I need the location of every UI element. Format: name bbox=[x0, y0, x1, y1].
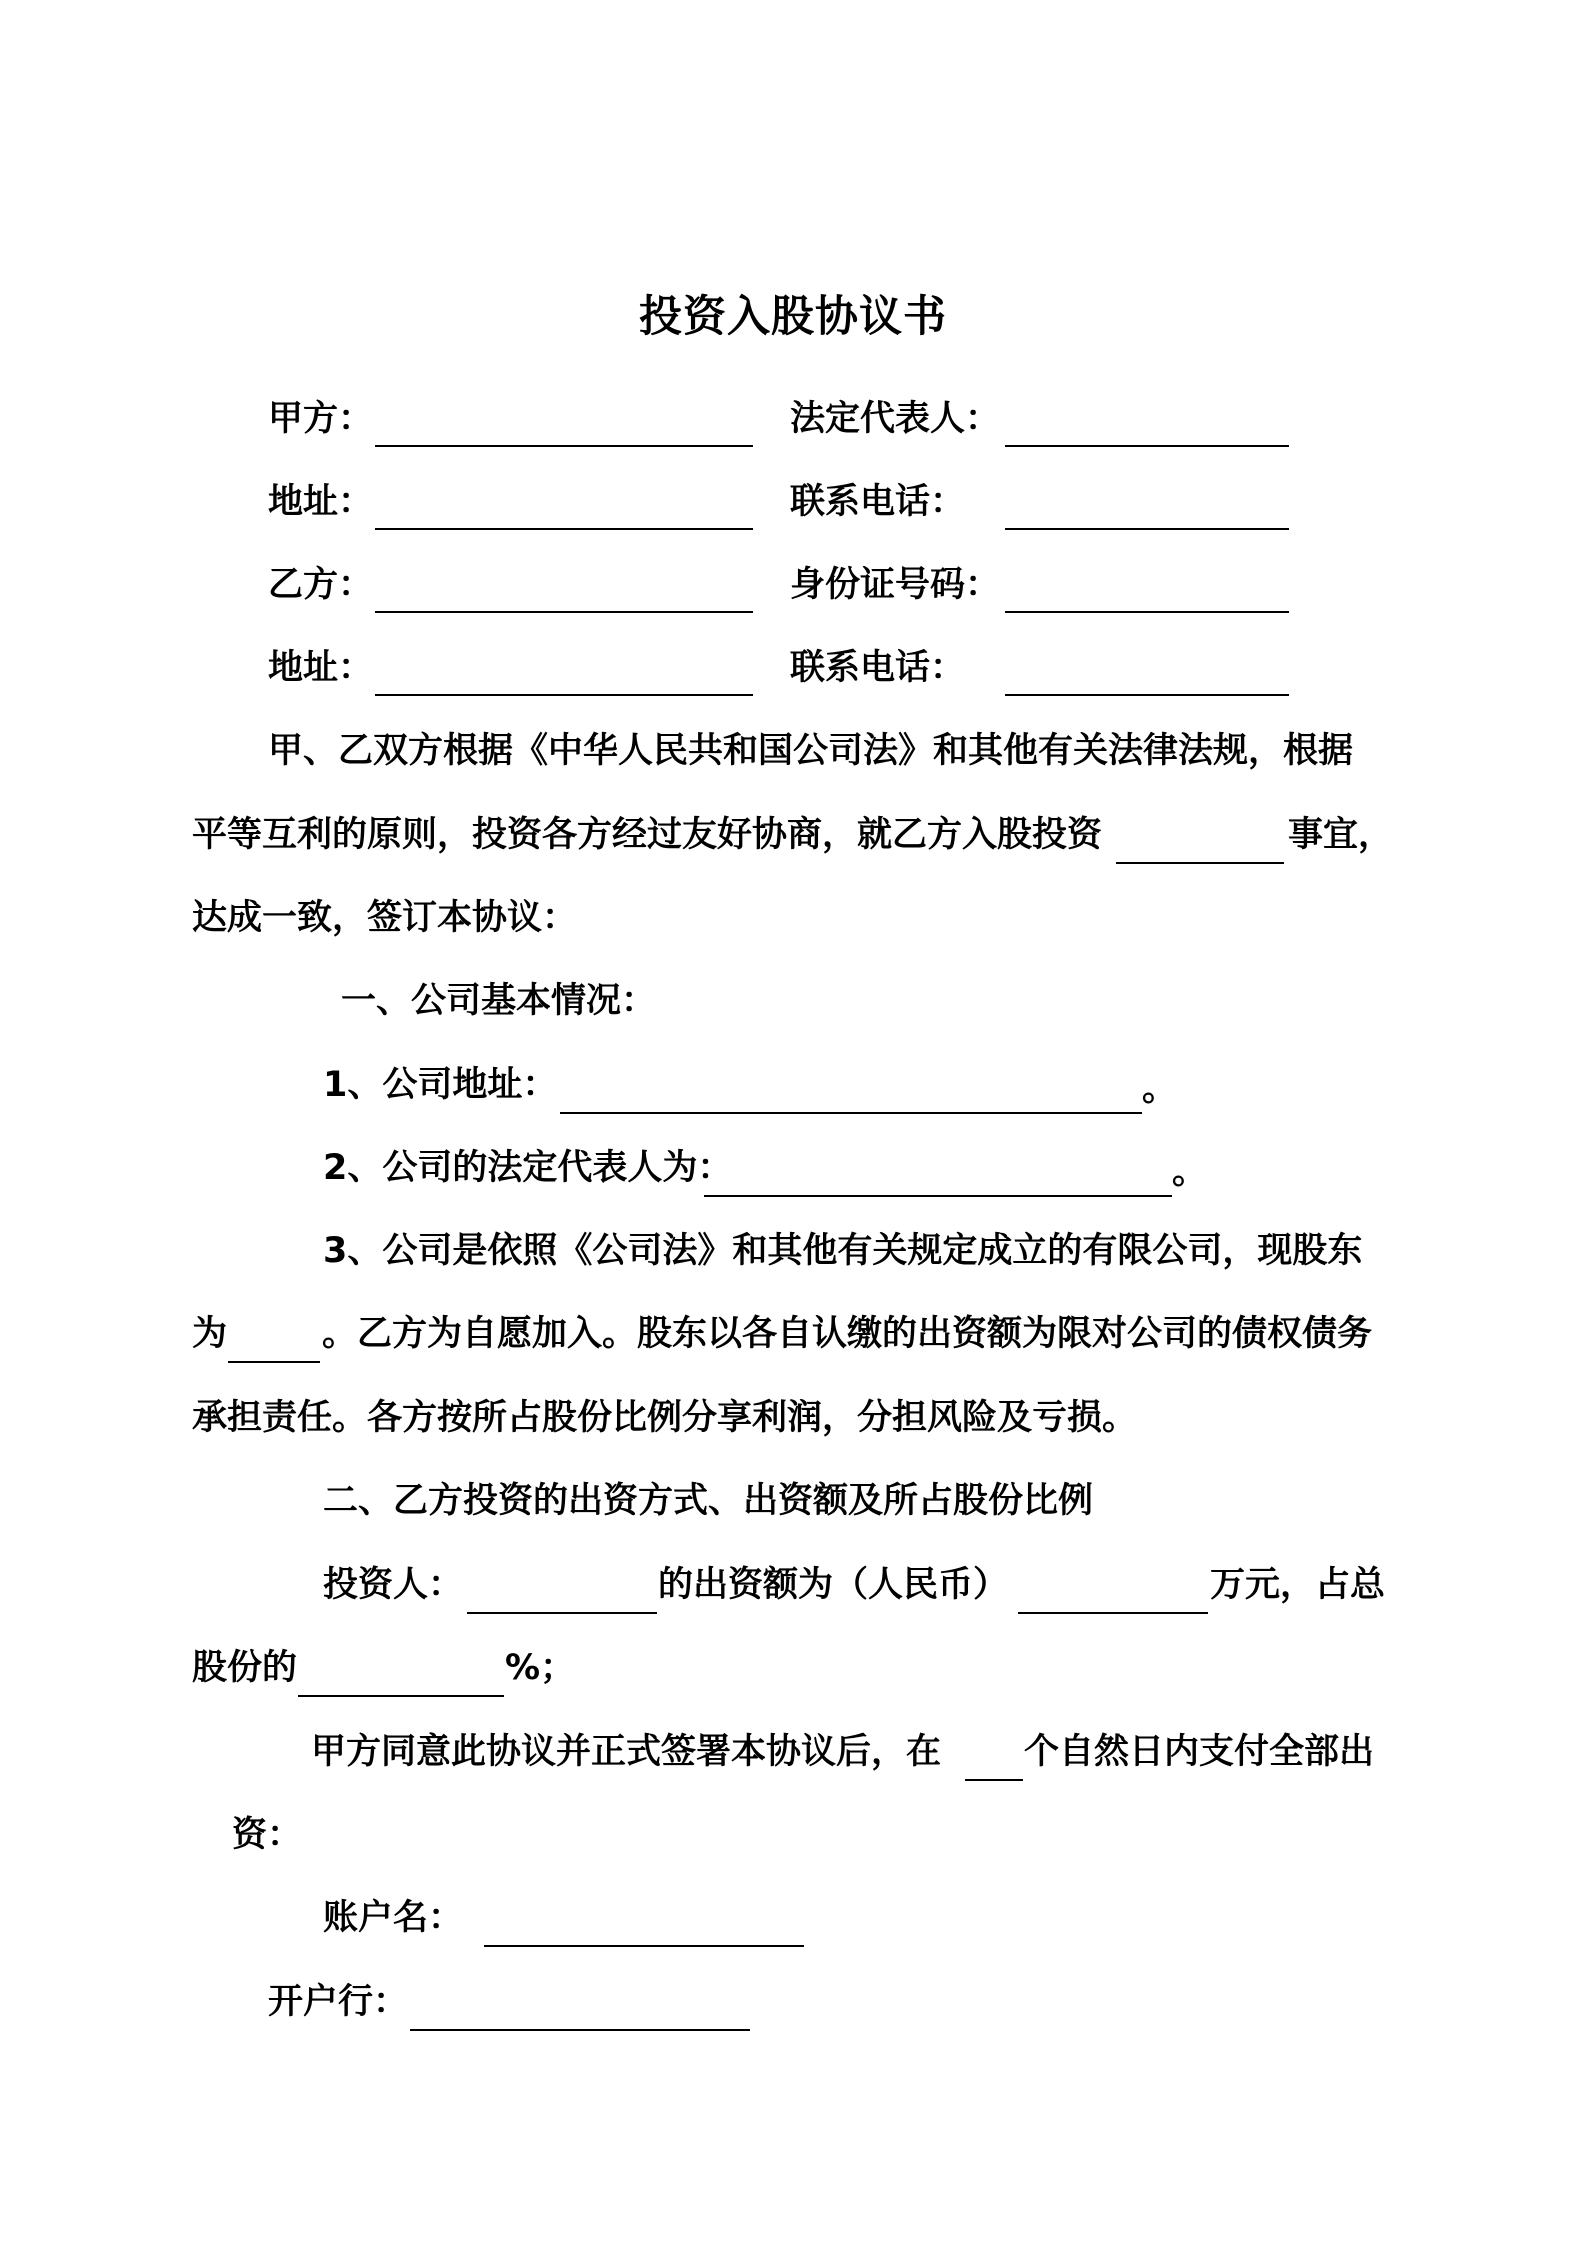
company-address-field[interactable] bbox=[560, 1112, 1142, 1114]
preamble-line-1: 甲、乙双方根据《中华人民共和国公司法》和其他有关法律法规，根据 bbox=[268, 731, 1354, 771]
item-3-line-2: 。乙方为自愿加入。股东以各自认缴的出资额为限对公司的债权债务 bbox=[322, 1314, 1373, 1354]
investor-label: 投资人： bbox=[323, 1565, 464, 1605]
bank-field[interactable] bbox=[410, 2029, 750, 2031]
id-number-field[interactable] bbox=[1005, 611, 1289, 613]
bank-label: 开户行： bbox=[268, 1982, 409, 2022]
company-legal-rep-label: 2、公司的法定代表人为： bbox=[323, 1148, 733, 1188]
item-3-line-3: 承担责任。各方按所占股份比例分享利润，分担风险及亏损。 bbox=[192, 1398, 1138, 1438]
party-b-address-field[interactable] bbox=[375, 694, 753, 696]
party-b-address-label: 地址： bbox=[268, 648, 374, 688]
preamble-line-2-end: 事宜， bbox=[1288, 815, 1394, 855]
payment-line-2: 资： bbox=[232, 1815, 303, 1855]
party-b-field[interactable] bbox=[375, 611, 753, 613]
company-address-end: 。 bbox=[1142, 1069, 1178, 1109]
legal-rep-field[interactable] bbox=[1005, 445, 1289, 447]
item-3-line-1: 3、公司是依照《公司法》和其他有关规定成立的有限公司，现股东 bbox=[323, 1231, 1363, 1271]
party-a-address-field[interactable] bbox=[375, 528, 753, 530]
payment-line-1-end: 个自然日内支付全部出 bbox=[1024, 1732, 1375, 1772]
unit-text: 万元，占总 bbox=[1210, 1565, 1386, 1605]
section-2-heading: 二、乙方投资的出资方式、出资额及所占股份比例 bbox=[323, 1481, 1094, 1521]
share-end: %； bbox=[505, 1648, 576, 1688]
preamble-line-3: 达成一致，签订本协议： bbox=[192, 898, 578, 938]
document-title: 投资入股协议书 bbox=[639, 292, 947, 342]
investment-subject-field[interactable] bbox=[1116, 862, 1284, 864]
legal-rep-label: 法定代表人： bbox=[790, 399, 1001, 439]
amount-field[interactable] bbox=[1018, 1612, 1208, 1614]
payment-line-1: 甲方同意此协议并正式签署本协议后，在 bbox=[311, 1732, 942, 1772]
share-label: 股份的 bbox=[192, 1648, 298, 1688]
party-b-phone-label: 联系电话： bbox=[790, 648, 966, 688]
amount-text: 的出资额为（人民币） bbox=[658, 1565, 1009, 1605]
party-a-label: 甲方： bbox=[268, 399, 374, 439]
party-b-label: 乙方： bbox=[268, 565, 374, 605]
party-a-field[interactable] bbox=[375, 445, 753, 447]
account-name-field[interactable] bbox=[484, 1945, 804, 1947]
company-legal-rep-field[interactable] bbox=[704, 1195, 1172, 1197]
item-3-line-2-start: 为 bbox=[192, 1314, 228, 1354]
payment-days-field[interactable] bbox=[965, 1779, 1023, 1781]
section-1-heading: 一、公司基本情况： bbox=[341, 981, 657, 1021]
party-a-phone-field[interactable] bbox=[1005, 528, 1289, 530]
share-percent-field[interactable] bbox=[298, 1695, 504, 1697]
party-b-phone-field[interactable] bbox=[1005, 694, 1289, 696]
investor-field[interactable] bbox=[467, 1612, 657, 1614]
account-name-label: 账户名： bbox=[323, 1898, 464, 1938]
shareholders-field[interactable] bbox=[228, 1361, 320, 1363]
company-legal-rep-end: 。 bbox=[1172, 1152, 1208, 1192]
preamble-line-2: 平等互利的原则，投资各方经过友好协商，就乙方入股投资 bbox=[192, 815, 1103, 855]
id-number-label: 身份证号码： bbox=[790, 565, 1001, 605]
company-address-label: 1、公司地址： bbox=[323, 1065, 558, 1105]
party-a-address-label: 地址： bbox=[268, 482, 374, 522]
party-a-phone-label: 联系电话： bbox=[790, 482, 966, 522]
